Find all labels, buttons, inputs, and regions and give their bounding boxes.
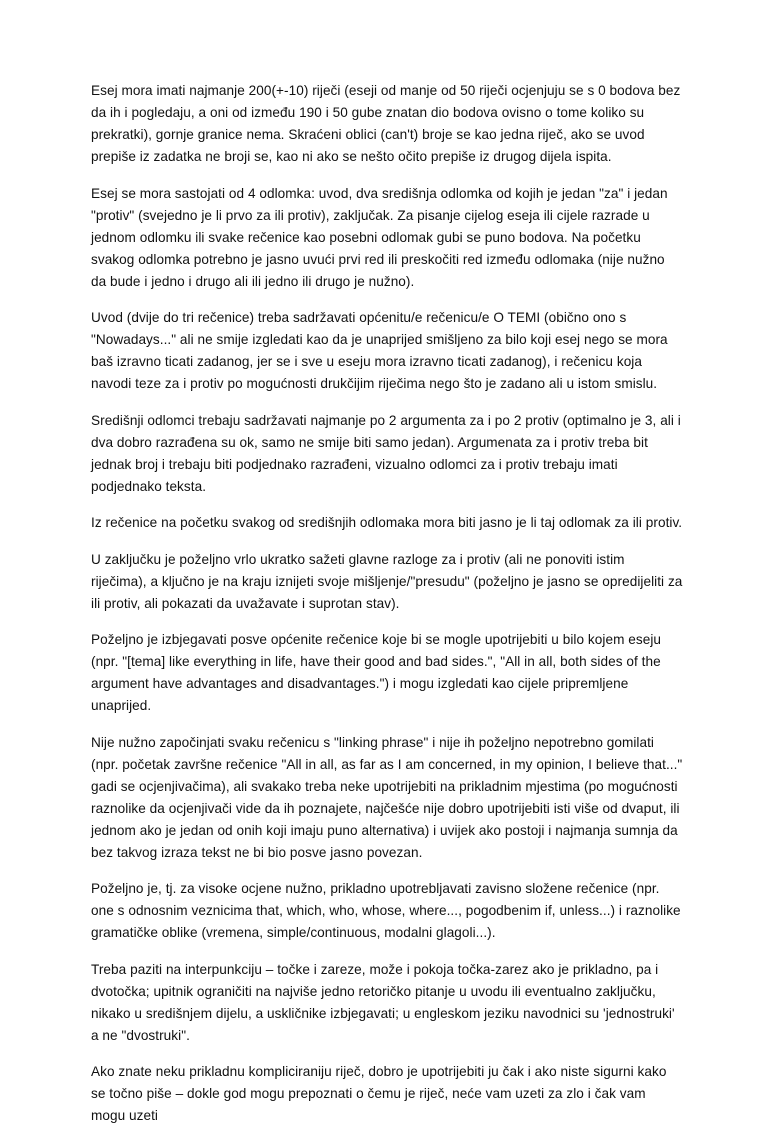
paragraph-word-count: Esej mora imati najmanje 200(+-10) riječi (eseji od manje od 50 riječi ocjenjuju se s 0 bodova bez da ih i pogledaju, a oni od između 190 i 50 gube znatan dio bodova ovisno o tome koliko su prekratki), gornje granice nema. Skraćeni oblici (can't) broje se kao jedna riječ, ako se uvod prepiše iz zadatka ne broji se, kao ni ako se nešto očito prepiše iz drugog dijela ispita. — [91, 83, 681, 164]
paragraph-vocabulary: Ako znate neku prikladnu kompliciraniju riječ, dobro je upotrijebiti ju čak i ako niste sigurni kako se točno piše – dokle god mogu prepoznati o čemu je riječ, neće vam uzeti za zlo i čak vam mogu uzeti — [91, 1064, 667, 1123]
document-body — [91, 80, 683, 1142]
paragraph-punctuation: Treba paziti na interpunkciju – točke i zareze, može i pokoja točka-zarez ako je prikladno, pa i dvotočka; upitnik ograničiti na najviše jedno retoričko pitanje u uvodu ili eventualno zaključku, nikako u središnjem dijelu, a uskličnike izbjegavati; u engleskom jeziku navodnici su 'jednostruki' a ne "dvostruki". — [91, 961, 675, 1043]
paragraph-structure: Esej se mora sastojati od 4 odlomka: uvod, dva središnja odlomka od kojih je jedan "za" i jedan "protiv" (svejedno je li prvo za ili protiv), zaključak. Za pisanje cijelog eseja ili cijele razrade u jednom odlomku ili svake rečenice kao posebni odlomak gubi se puno bodova. Na početku svakog odlomka potrebno je jasno uvući prvi red ili preskočiti red između odlomaka (nije nužno da bude i jedno i drugo ali ili jedno ili drugo je nužno). — [91, 185, 668, 289]
paragraph-complex-sentences: Poželjno je, tj. za visoke ocjene nužno, prikladno upotrebljavati zavisno složene rečenice (npr. one s odnosnim veznicima that, which, who, whose, where..., pogodbenim if, unless...) i raznolike gramatičke oblike (vremena, simple/continuous, modalni glagoli...). — [91, 881, 681, 940]
paragraph-introduction: Uvod (dvije do tri rečenice) treba sadržavati općenitu/e rečenicu/e O TEMI (obično ono s "Nowadays..." ali ne smije izgledati kao da je unaprijed smišljeno za bilo koji esej nego se mora baš izravno ticati zadanog, jer se i sve u eseju mora izravno ticati zadanog), i rečenicu koja navodi teze za i protiv po mogućnosti drukčijim riječima nego što je zadano ali u istom smislu. — [91, 310, 668, 391]
paragraph-body-arguments: Središnji odlomci trebaju sadržavati najmanje po 2 argumenta za i po 2 protiv (optimalno je 3, ali i dva dobro razrađena su ok, samo ne smije biti samo jedan). Argumenata za i protiv treba bit jednak broj i trebaju biti podjednako razrađeni, vizualno odlomci za i protiv trebaju imati podjednako teksta. — [91, 412, 681, 494]
paragraph-linking-phrases: Nije nužno započinjati svaku rečenicu s "linking phrase" i nije ih poželjno nepotrebno gomilati (npr. početak završne rečenice "All in all, as far as I am concerned, in my opinion, I believe that..." gadi se ocjenjivačima), ali svakako treba neke upotrijebiti na prikladnim mjestima (po mogućnosti raznolike da ocjenjivači vide da ih poznajete, najčešće nije dobro upotrijebiti isti više od dvaput, ili jednom ako je jedan od onih koji imaju puno alternativa) i uvijek ako postoji i najmanja sumnja da bez takvog izraza tekst ne bi bio posve jasno povezan. — [91, 734, 683, 860]
paragraph-general-sentences: Poželjno je izbjegavati posve općenite rečenice koje bi se mogle upotrijebiti u bilo kojem eseju (npr. "[tema] like everything in life, have their good and bad sides.", "All in all, both sides of the argument have advantages and disadvantages.") i mogu izgledati kao cijele pripremljene unaprijed. — [91, 632, 662, 713]
paragraph-topic-sentence: Iz rečenice na početku svakog od središnjih odlomaka mora biti jasno je li taj odlomak za ili protiv. — [91, 515, 683, 530]
paragraph-conclusion: U zaključku je poželjno vrlo ukratko sažeti glavne razloge za i protiv (ali ne ponoviti istim riječima), a ključno je na kraju iznijeti svoje mišljenje/"presudu" (poželjno je jasno se opredijeliti za ili protiv, ali pokazati da uvažavate i suprotan stav). — [91, 551, 683, 611]
